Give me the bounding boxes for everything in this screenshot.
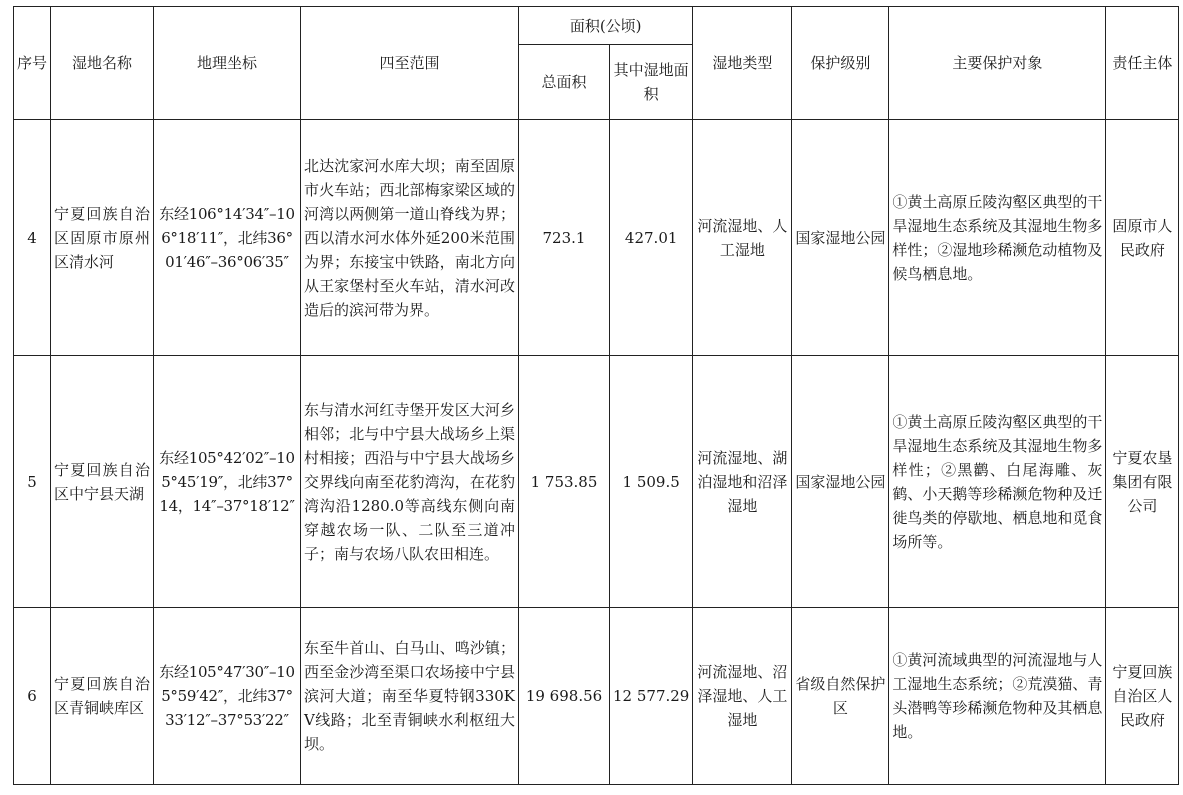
cell-name: 宁夏回族自治区中宁县天湖 — [51, 356, 154, 608]
cell-seq: 6 — [14, 608, 51, 785]
header-wetland-area: 其中湿地面积 — [610, 45, 693, 120]
header-protected-objects: 主要保护对象 — [889, 7, 1106, 120]
header-row-1 — [14, 7, 1179, 45]
cell-coords: 东经105°42′02″–105°45′19″，北纬37°14，14″–37°18′12″ — [154, 356, 301, 608]
table-row — [14, 608, 1179, 785]
table-header — [14, 7, 1179, 120]
header-total-area: 总面积 — [519, 45, 610, 120]
header-bounds: 四至范围 — [301, 7, 519, 120]
header-responsible: 责任主体 — [1106, 7, 1179, 120]
cell-coords: 东经105°47′30″–105°59′42″，北纬37°33′12″–37°53′22″ — [154, 608, 301, 785]
cell-responsible: 宁夏农垦集团有限公司 — [1106, 356, 1179, 608]
cell-bounds: 东与清水河红寺堡开发区大河乡相邻；北与中宁县大战场乡上渠村相接；西沿与中宁县大战场乡交界线向南至花豹湾沟，在花豹湾沟沿1280.0等高线东侧向南穿越农场一队、二队至三道冲子；南与农场八队农田相连。 — [301, 356, 519, 608]
cell-name: 宁夏回族自治区青铜峡库区 — [51, 608, 154, 785]
cell-protection-level: 国家湿地公园 — [792, 356, 889, 608]
header-wetland-type: 湿地类型 — [693, 7, 792, 120]
cell-wetland-area: 427.01 — [610, 120, 693, 356]
table-row — [14, 356, 1179, 608]
table-row — [14, 120, 1179, 356]
cell-protected-objects: ①黄土高原丘陵沟壑区典型的干旱湿地生态系统及其湿地生物多样性；②湿地珍稀濒危动植物及候鸟栖息地。 — [889, 120, 1106, 356]
header-name: 湿地名称 — [51, 7, 154, 120]
header-protection-level: 保护级别 — [792, 7, 889, 120]
cell-coords: 东经106°14′34″–106°18′11″，北纬36°01′46″–36°06′35″ — [154, 120, 301, 356]
cell-wetland-type: 河流湿地、沼泽湿地、人工湿地 — [693, 608, 792, 785]
cell-name: 宁夏回族自治区固原市原州区清水河 — [51, 120, 154, 356]
cell-responsible: 固原市人民政府 — [1106, 120, 1179, 356]
cell-total-area: 723.1 — [519, 120, 610, 356]
cell-bounds: 东至牛首山、白马山、鸣沙镇；西至金沙湾至渠口农场接中宁县滨河大道；南至华夏特钢330KV线路；北至青铜峡水利枢纽大坝。 — [301, 608, 519, 785]
cell-protected-objects: ①黄河流域典型的河流湿地与人工湿地生态系统；②荒漠猫、青头潜鸭等珍稀濒危物种及其栖息地。 — [889, 608, 1106, 785]
wetland-table — [13, 6, 1179, 785]
cell-wetland-type: 河流湿地、人工湿地 — [693, 120, 792, 356]
cell-total-area: 19 698.56 — [519, 608, 610, 785]
cell-responsible: 宁夏回族自治区人民政府 — [1106, 608, 1179, 785]
cell-wetland-area: 12 577.29 — [610, 608, 693, 785]
cell-seq: 5 — [14, 356, 51, 608]
cell-protected-objects: ①黄土高原丘陵沟壑区典型的干旱湿地生态系统及其湿地生物多样性；②黑鹳、白尾海雕、灰鹤、小天鹅等珍稀濒危物种及迁徙鸟类的停歇地、栖息地和觅食场所等。 — [889, 356, 1106, 608]
cell-total-area: 1 753.85 — [519, 356, 610, 608]
header-seq: 序号 — [14, 7, 51, 120]
header-area-group: 面积(公顷) — [519, 7, 693, 45]
header-coords: 地理坐标 — [154, 7, 301, 120]
cell-protection-level: 省级自然保护区 — [792, 608, 889, 785]
table-body — [14, 120, 1179, 785]
cell-wetland-area: 1 509.5 — [610, 356, 693, 608]
cell-protection-level: 国家湿地公园 — [792, 120, 889, 356]
cell-seq: 4 — [14, 120, 51, 356]
wetland-table-container — [13, 6, 1179, 785]
cell-bounds: 北达沈家河水库大坝；南至固原市火车站；西北部梅家梁区域的河湾以两侧第一道山脊线为界；西以清水河水体外延200米范围为界；东接宝中铁路，南北方向从王家堡村至火车站，清水河改造后的滨河带为界。 — [301, 120, 519, 356]
cell-wetland-type: 河流湿地、湖泊湿地和沼泽湿地 — [693, 356, 792, 608]
